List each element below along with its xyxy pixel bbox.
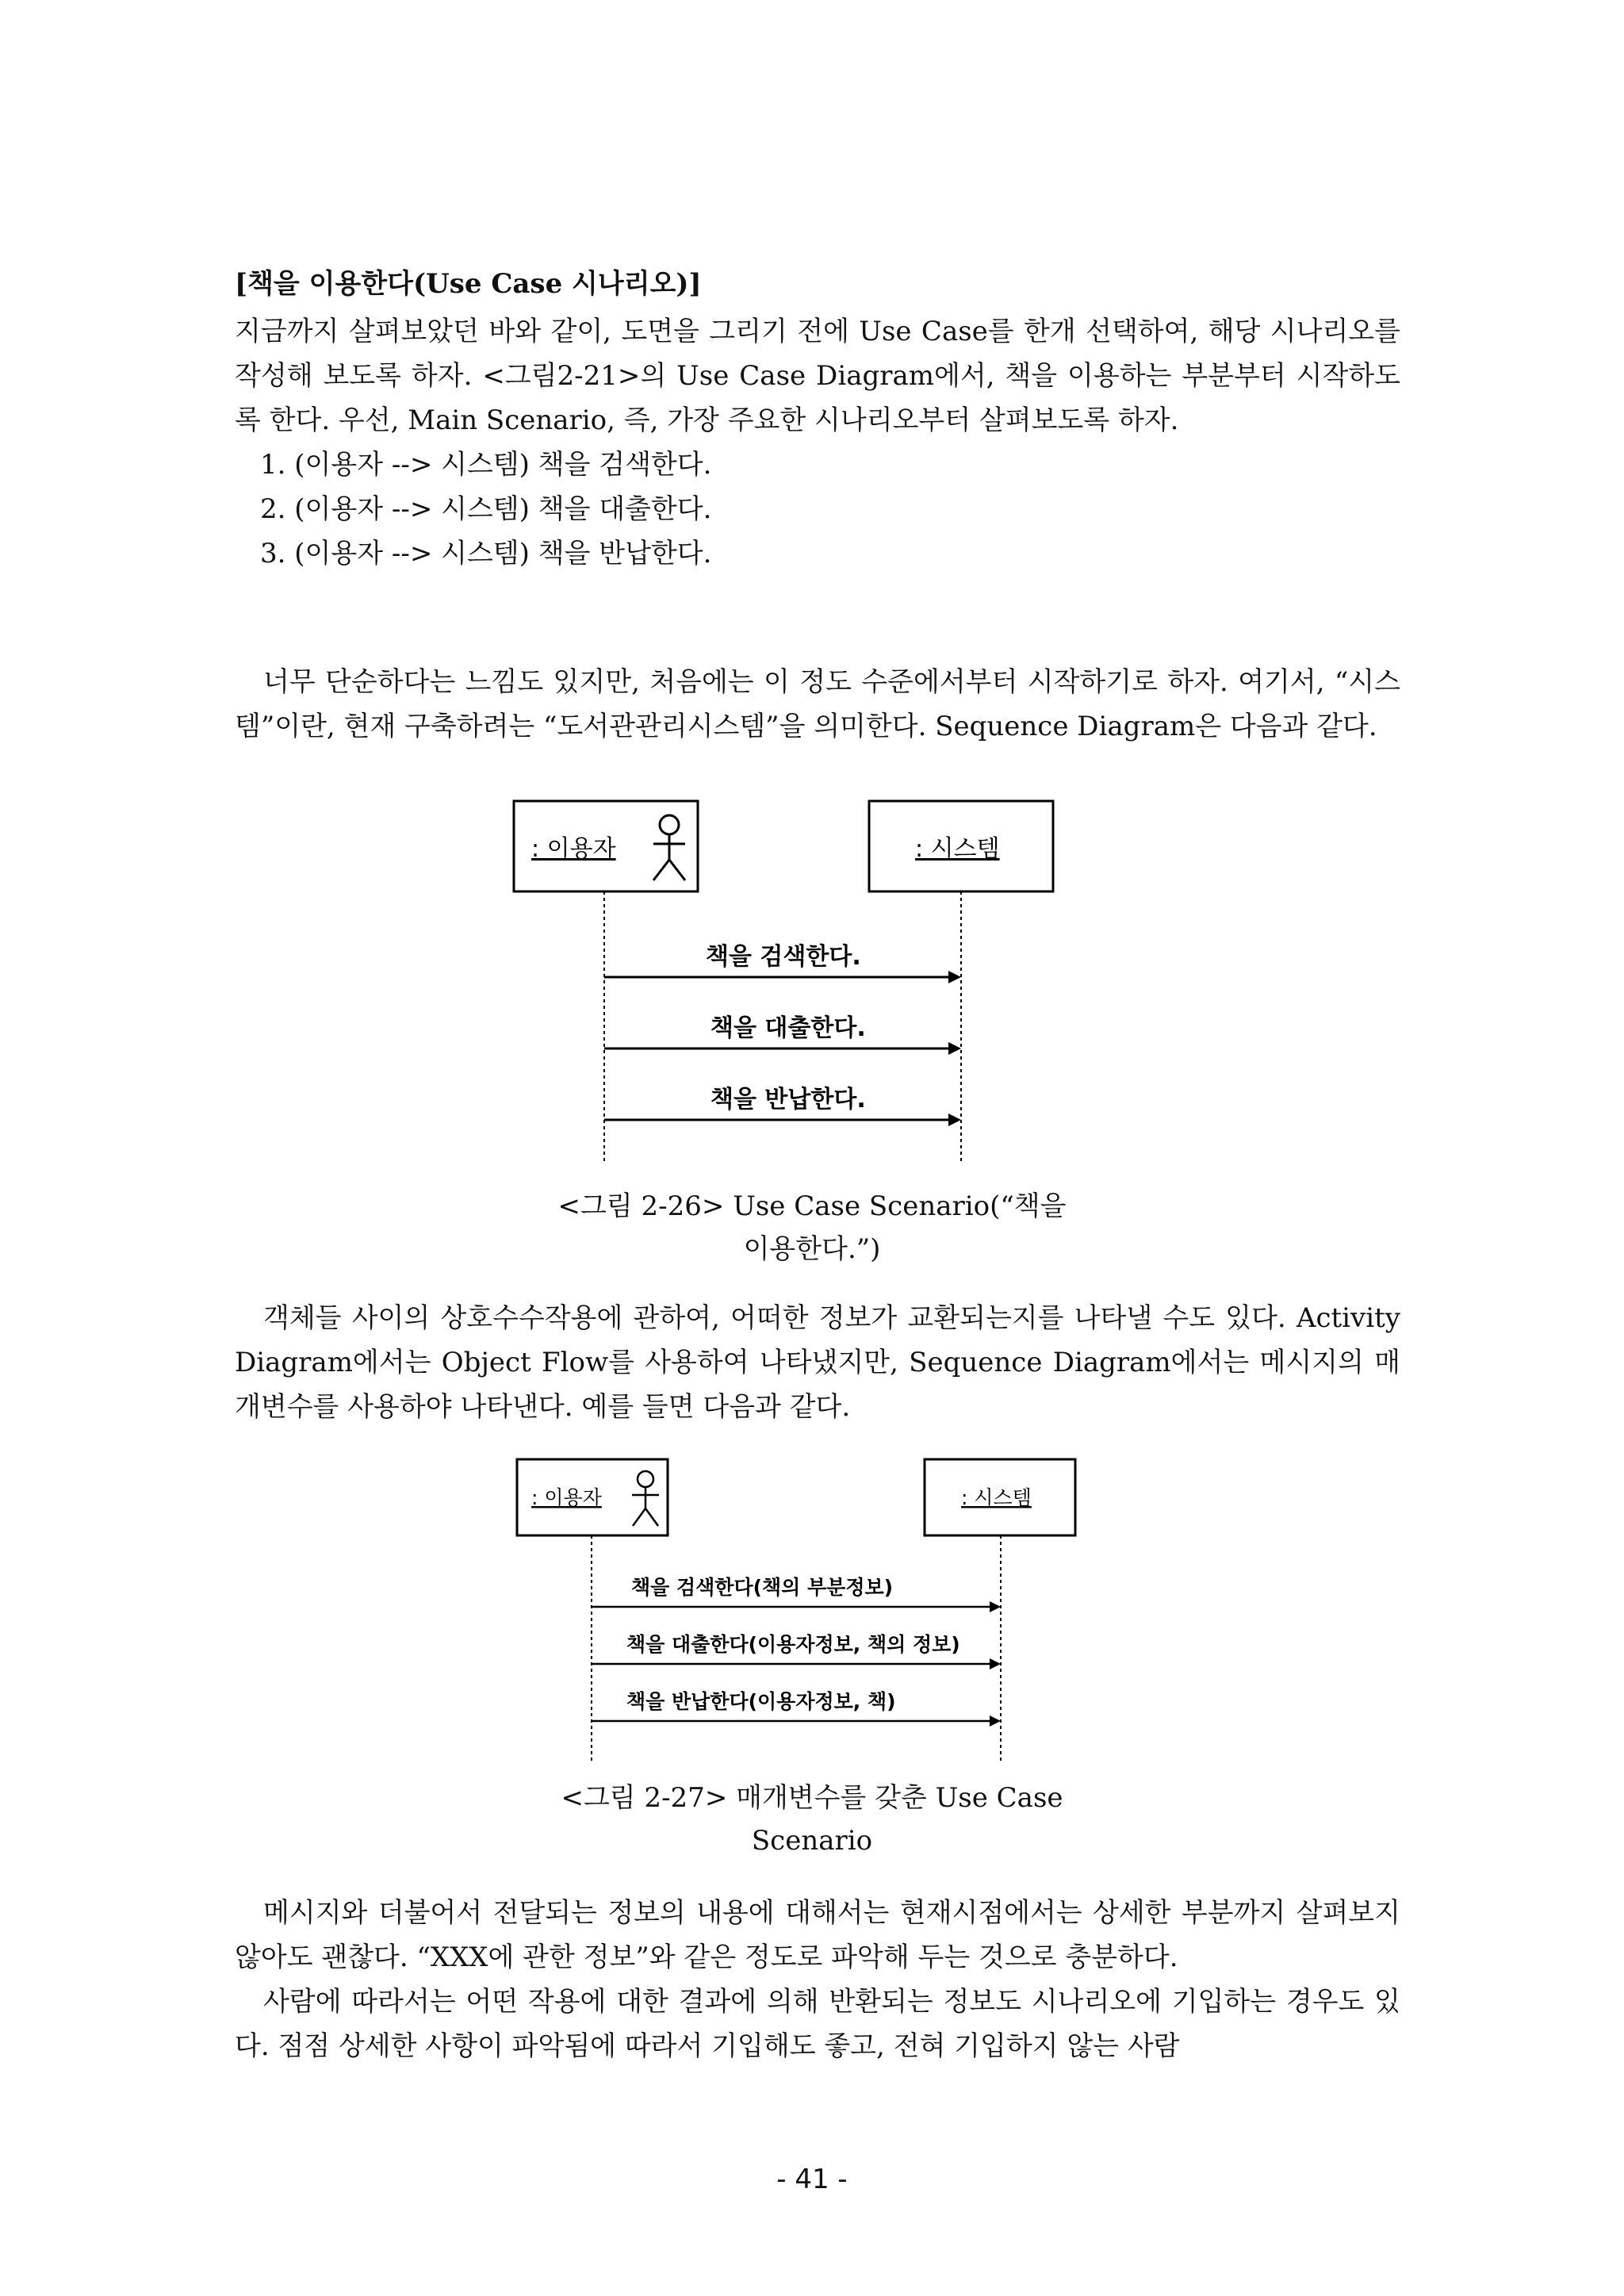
paragraph-3: 객체들 사이의 상호수수작용에 관하여, 어떠한 정보가 교환되는지를 나타낼 수도 있다. Activity Diagram에서는 Object Flow를 사용하여 나타냈지만, Sequence Diagram에서는 메시지의 매개변수를 사용하야 나타낸다. 예를 들면 다음과 같다. bbox=[235, 1302, 1400, 1423]
scenario-step-list bbox=[235, 443, 1400, 576]
message-label: 책을 반납한다. bbox=[710, 1086, 866, 1114]
message-borrow bbox=[604, 1014, 961, 1055]
message-search bbox=[604, 943, 961, 983]
scenario-step: 2. (이용자 --> 시스템) 책을 대출한다. bbox=[260, 493, 712, 525]
message-label: 책을 검색한다. bbox=[706, 943, 861, 971]
paragraph-4: 메시지와 더불어서 전달되는 정보의 내용에 대해서는 현재시점에서는 상세한 부분까지 살펴보지 않아도 괜찮다. “XXX에 관한 정보”와 같은 정도로 파악해 두는 것으로 충분하다. bbox=[235, 1897, 1400, 1973]
message-label: 책을 대출한다(이용자정보, 책의 정보) bbox=[626, 1633, 960, 1656]
actor-label: : 이용자 bbox=[531, 1486, 602, 1509]
page-number: - 41 - bbox=[776, 2164, 848, 2195]
paragraph-2-block bbox=[235, 660, 1400, 749]
message-label: 책을 반납한다(이용자정보, 책) bbox=[626, 1690, 896, 1713]
caption-line: 이용한다.”) bbox=[743, 1233, 881, 1265]
message-return bbox=[592, 1690, 1001, 1727]
system-label: : 시스템 bbox=[915, 835, 1000, 863]
paragraph-5: 사람에 따라서는 어떤 작용에 대한 결과에 의해 반환되는 정보도 시나리오에 기입하는 경우도 있다. 점점 상세한 사항이 파악됨에 따라서 기입해도 좋고, 전혀 기입하지 않는 사람 bbox=[235, 1986, 1400, 2062]
paragraph-3-block bbox=[235, 1296, 1400, 1429]
paragraph-2: 너무 단순하다는 느낌도 있지만, 처음에는 이 정도 수준에서부터 시작하기로 하자. 여기서, “시스템”이란, 현재 구축하려는 “도서관관리시스템”을 의미한다. Sequence Diagram은 다음과 같다. bbox=[235, 666, 1400, 742]
message-return bbox=[604, 1086, 961, 1126]
caption-line: <그림 2-26> Use Case Scenario(“책을 bbox=[557, 1190, 1067, 1222]
system-label: : 시스템 bbox=[961, 1486, 1032, 1509]
scenario-step: 1. (이용자 --> 시스템) 책을 검색한다. bbox=[260, 449, 712, 481]
figure-1-caption bbox=[0, 1185, 1624, 1271]
intro-block bbox=[235, 309, 1400, 576]
figure-2-caption bbox=[0, 1777, 1624, 1862]
caption-line: Scenario bbox=[751, 1825, 873, 1857]
sequence-diagram-2 bbox=[508, 1451, 1094, 1769]
message-label: 책을 대출한다. bbox=[710, 1014, 866, 1042]
scenario-step: 3. (이용자 --> 시스템) 책을 반납한다. bbox=[260, 538, 712, 569]
message-label: 책을 검색한다(책의 부분정보) bbox=[631, 1576, 894, 1599]
intro-paragraph: 지금까지 살펴보았던 바와 같이, 도면을 그리기 전에 Use Case를 한개 선택하여, 해당 시나리오를 작성해 보도록 하자. <그림2-21>의 Use Case Diagram에서, 책을 이용하는 부분부터 시작하도록 한다. 우선, Main Scenario, 즉, 가장 주요한 시나리오부터 살펴보도록 하자. bbox=[235, 316, 1400, 436]
sequence-diagram-1 bbox=[476, 793, 1078, 1174]
message-borrow bbox=[592, 1633, 1001, 1669]
actor-label: : 이용자 bbox=[531, 835, 616, 863]
paragraph-4-block bbox=[235, 1891, 1400, 2068]
caption-line: <그림 2-27> 매개변수를 갖춘 Use Case bbox=[561, 1782, 1063, 1814]
message-search bbox=[592, 1576, 1001, 1612]
section-heading: [책을 이용한다(Use Case 시나리오)] bbox=[235, 268, 702, 300]
